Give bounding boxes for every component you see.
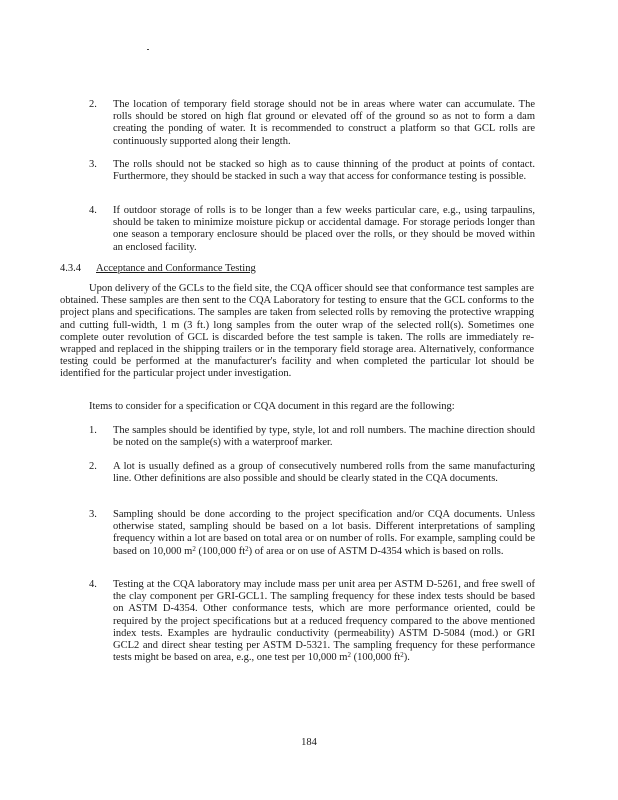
list-item-number: 4. [89,579,97,590]
section-heading [60,263,540,275]
page-number: 184 [301,737,317,748]
scan-speck [147,49,149,50]
list-item-text: The location of temporary field storage should not be in areas where water can accumulate. The rolls should be stored on high flat ground or elevated off of the ground so as not to form a dam creating the ponding of water. It is recommended to construct a platform so that GCL rolls are continuously supported along their length. [113,99,535,147]
list-item [89,99,535,148]
list-item-text: If outdoor storage of rolls is to be longer than a few weeks particular care, e.g., using tarpaulins, should be taken to minimize moisture pickup or accidental damage. For storage periods longer than one season a temporary enclosure should be placed over the rolls, or they should be moved within an enclosed facility. [113,205,535,253]
list-item [89,579,535,664]
list-item-text: Sampling should be done according to the project specification and/or CQA documents. Unless otherwise stated, sampling should be based on a lot basis. Different interpretations of sampling frequency within a lot are based on total area or on number of rolls. For example, sampling could be based on 10,000 $m^2$ (100,000 $ft^2$) of area or on use of ASTM D-4354 which is based on rolls. [113,509,535,557]
list-item-number: 3. [89,159,97,170]
list-item-text: The samples should be identified by type, style, lot and roll numbers. The machine direction should be noted on the sample(s) with a waterproof marker. [113,425,535,449]
list-item-text: A lot is usually defined as a group of consecutively numbered rolls from the same manufacturing line. Other definitions are also possible and should be clearly stated in the CQA documents. [113,461,535,485]
list-item [89,205,535,254]
body-paragraph: Items to consider for a specification or CQA document in this regard are the following: [89,401,455,412]
list-item-number: 2. [89,461,97,472]
section-number: 4.3.4 [60,263,81,274]
list-item [89,461,535,485]
body-paragraph: Upon delivery of the GCLs to the field site, the CQA officer should see that conformance test samples are obtained. These samples are then sent to the CQA Laboratory for testing to ensure that the GCL conforms to the project plans and specifications. The samples are taken from selected rolls by removing the protective wrapping and cutting full-width, 1 m (3 ft.) long samples from the outer wrap of the selected roll(s). Sometimes one complete outer revolution of GCL is discarded before the test sample is taken. The rolls are immediately re-wrapped and replaced in the shipping trailers or in the temporary field storage area. Alternatively, conformance testing could be performed at the manufacturer's facility and when completed the particular lot should be identified for the particular project under investigation. [60,283,534,380]
section-title: Acceptance and Conformance Testing [96,263,256,274]
list-item-text: The rolls should not be stacked so high as to cause thinning of the product at points of contact. Furthermore, they should be stacked in such a way that access for conformance testing is possible. [113,159,535,183]
list-item-number: 2. [89,99,97,110]
list-item [89,509,535,558]
list-item [89,425,535,449]
list-item-number: 4. [89,205,97,216]
list-item-number: 3. [89,509,97,520]
list-item [89,159,535,183]
list-item-number: 1. [89,425,97,436]
list-item-text: Testing at the CQA laboratory may include mass per unit area per ASTM D-5261, and free swell of the clay component per GRI-GCL1. The sampling frequency for these index tests should be based on ASTM D-4354. Other conformance tests, which are more performance oriented, could be required by the project specifications but at a reduced frequency compared to the above mentioned index tests. Examples are hydraulic conductivity (permeability) ASTM D-5084 (mod.) or GRI GCL2 and direct shear testing per ASTM D-5321. The sampling frequency for these performance tests might be based on area, e.g., one test per 10,000 $m^2$ (100,000 $ft^2$). [113,579,535,664]
